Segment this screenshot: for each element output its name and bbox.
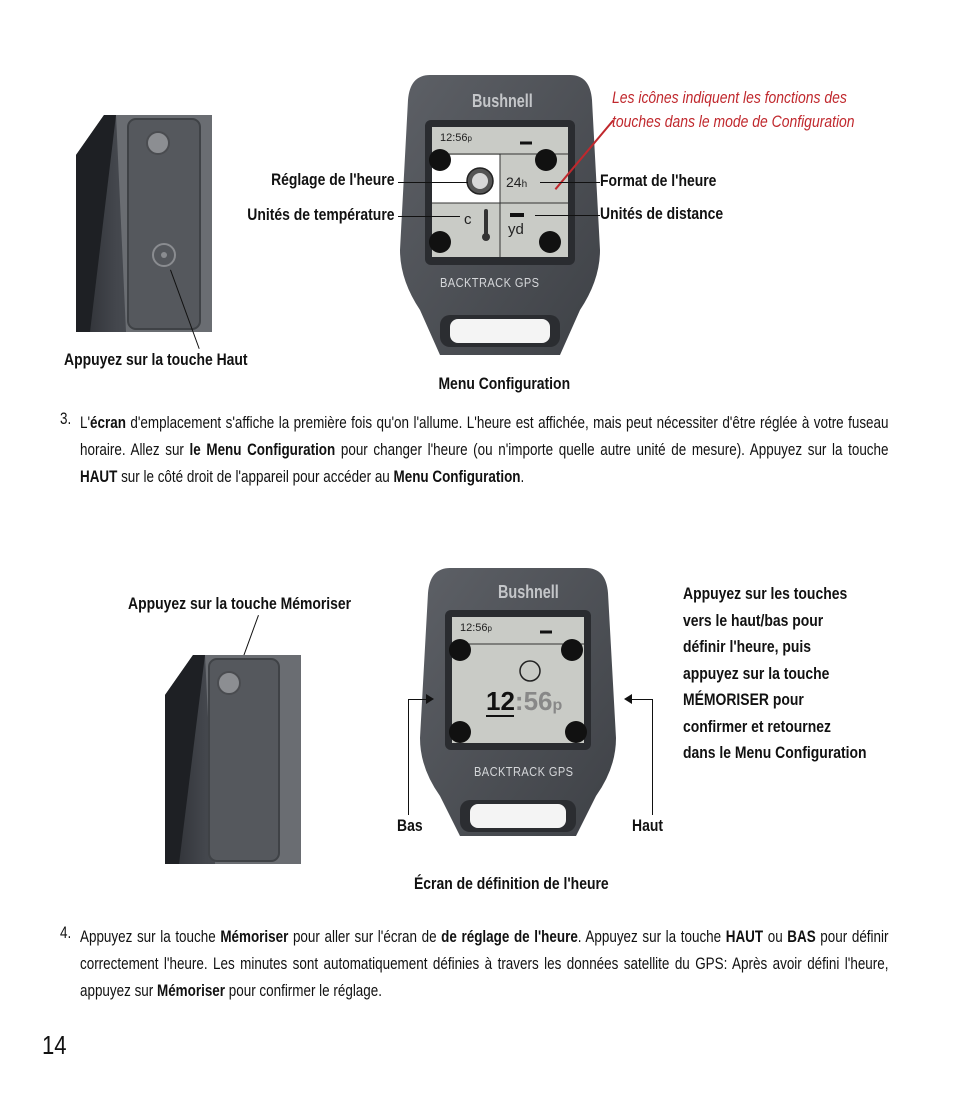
step4-number: 4. [60,924,72,942]
instruction-line: dans le Menu Configuration [683,743,867,762]
arrow-down-icon [426,694,434,704]
leader-temp-units [398,216,460,217]
instruction-block [683,584,907,770]
page-number: 14 [42,1030,67,1060]
annotation-icons-line1: Les icônes indiquent les fonctions des [612,88,847,107]
arrow-up-icon [624,694,632,704]
caption-menu-configuration: Menu Configuration [438,374,571,393]
device-2-hours: 12 [486,686,515,716]
instruction-line: confirmer et retournez [683,716,831,736]
device-2-model: BACKTRACK GPS [474,764,574,779]
leader-up-vertical [652,699,653,815]
leader-distance-units [535,215,600,216]
leader-down-vertical [408,699,409,815]
leader-time-format [540,182,600,183]
device-1-clock: 12:56p [440,132,472,144]
instruction-line: Appuyez sur les touches [683,584,848,603]
device-2-ampm: p [552,697,563,714]
instruction-line: définir l'heure, puis [683,637,812,656]
device-1-temp-unit: c [464,211,472,228]
step3-number: 3. [60,410,72,428]
device-2-brand: Bushnell [498,582,559,602]
caption-time-setting-screen: Écran de définition de l'heure [414,874,609,893]
leader-time-setting [398,182,468,183]
label-time-setting: Réglage de l'heure [270,170,394,189]
step3-text: L'écran d'emplacement s'affiche la première fois qu'on l'allume. L'heure est affichée, mais peut nécessiter d'être réglée à votre fuseau horaire. Allez sur le Menu Configuration pour changer l'heure (ou n'importe quelle autre unité de mesure). Appuyez sur la touche HAUT sur le côté droit de l'appareil pour accéder au Menu Configuration. [80,414,889,486]
label-distance-units: Unités de distance [600,204,724,223]
leader-up-horizontal [632,699,652,700]
label-temp-units: Unités de température [246,205,394,224]
label-down: Bas [397,816,423,835]
label-up: Haut [632,816,663,835]
label-press-save: Appuyez sur la touche Mémoriser [128,594,352,613]
instruction-line: vers le haut/bas pour [683,610,824,630]
device-1-format: 24h [506,174,528,190]
step4-text: Appuyez sur la touche Mémoriser pour aller sur l'écran de de réglage de l'heure. Appuyez sur la touche HAUT ou BAS pour définir correctement l'heure. Les minutes sont automatiquement définies à travers les données satellite du GPS: Après avoir défini l'heure, appuyez sur Mémoriser pour confirmer le réglage. [80,928,889,1000]
leader-down-horizontal [408,699,426,700]
device-side-photo-1 [76,115,212,332]
device-2-clock: 12:56p [460,622,492,634]
device-1-brand: Bushnell [472,91,533,111]
device-side-photo-2 [165,655,301,864]
instruction-line: appuyez sur la touche [683,663,830,683]
instruction-line: MÉMORISER pour [683,690,804,709]
device-2-time-display [486,686,562,717]
device-front-2 [420,568,616,840]
label-time-format: Format de l'heure [600,171,717,190]
device-front-1 [400,75,600,360]
device-2-minutes: :56 [514,686,553,716]
device-1-dist-unit: yd [508,221,524,238]
label-press-up: Appuyez sur la touche Haut [64,350,248,369]
device-1-model: BACKTRACK GPS [440,275,540,290]
annotation-icons-line2: touches dans le mode de Configuration [612,112,855,131]
